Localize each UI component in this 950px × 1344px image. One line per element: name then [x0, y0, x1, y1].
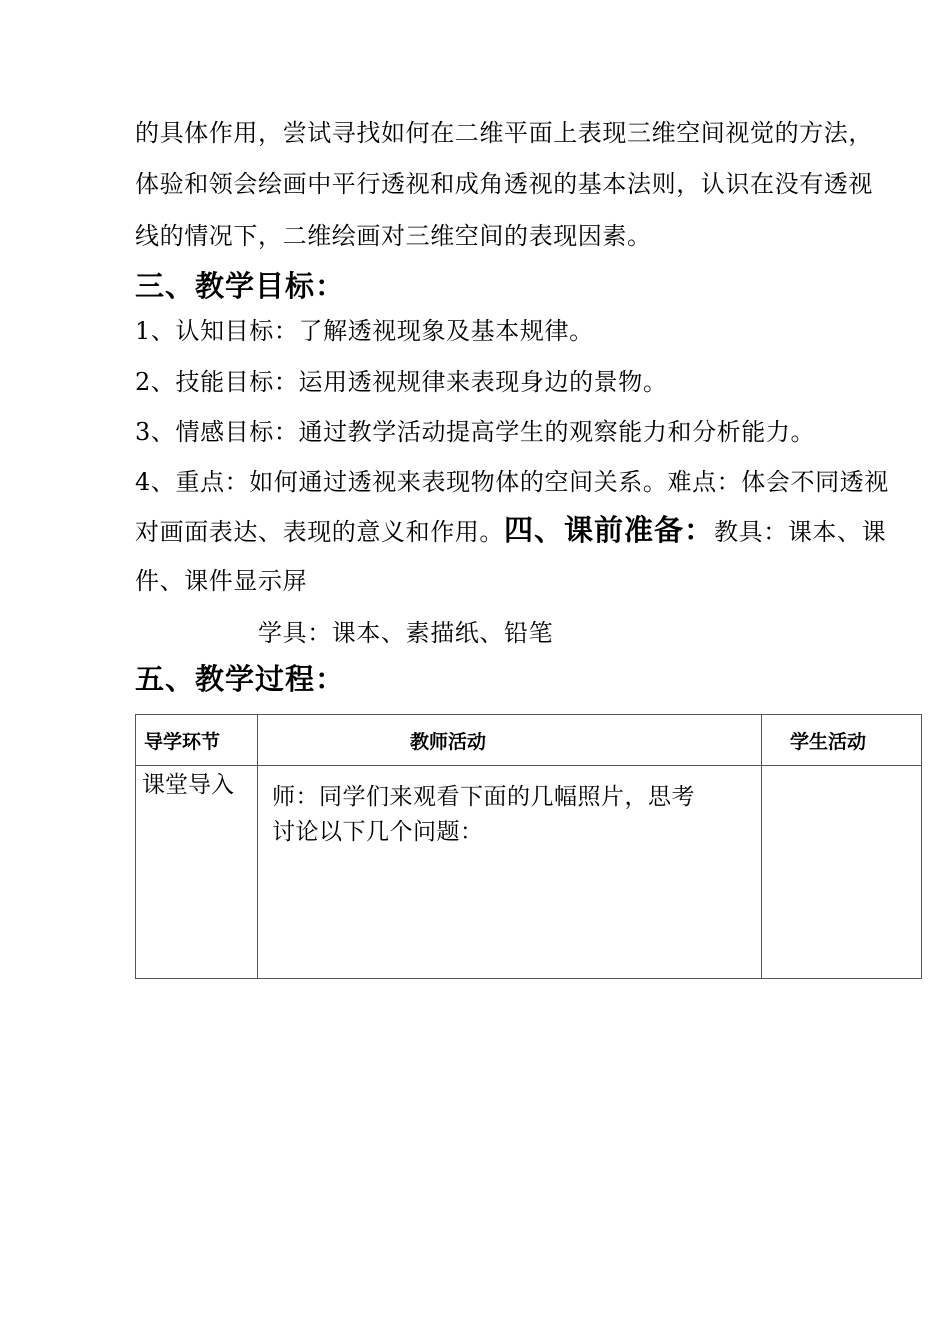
intro-line-2: 体验和领会绘画中平行透视和成角透视的基本法则，认识在没有透视: [135, 170, 873, 198]
goal-emotional: 3、情感目标：通过教学活动提高学生的观察能力和分析能力。: [135, 418, 816, 446]
intro-line-1: 的具体作用，尝试寻找如何在二维平面上表现三维空间视觉的方法，: [135, 119, 873, 147]
section-3-heading: 三、教学目标：: [135, 269, 346, 303]
goal-skill: 2、技能目标：运用透视规律来表现身边的景物。: [135, 368, 668, 396]
goal-cognitive: 1、认知目标：了解透视现象及基本规律。: [135, 317, 594, 345]
goal-key-points-continued: [135, 514, 886, 548]
cell-teacher-activity: [258, 766, 762, 979]
intro-line-3: 线的情况下，二维绘画对三维空间的表现因素。: [135, 222, 652, 250]
cell-step: 课堂导入: [136, 766, 258, 979]
teacher-activity-line-2: 讨论以下几个问题：: [272, 819, 484, 845]
section-4-heading: 四、课前准备：: [504, 513, 715, 547]
goal-key-points-tail: 对画面表达、表现的意义和作用。: [135, 518, 504, 546]
teacher-tools-text: 教具：课本、课: [714, 518, 887, 546]
header-teacher-activity: 教师活动: [258, 715, 762, 766]
header-student-activity: 学生活动: [762, 715, 922, 766]
goal-key-points: 4、重点：如何通过透视来表现物体的空间关系。难点：体会不同透视: [135, 468, 889, 496]
student-tools-text: 学具：课本、素描纸、铅笔: [258, 619, 554, 647]
header-step: 导学环节: [136, 715, 258, 766]
teacher-tools-continued: 件、课件显示屏: [135, 567, 308, 595]
teaching-process-table: [135, 714, 922, 979]
section-5-heading: 五、教学过程：: [135, 662, 346, 696]
table-row: [136, 766, 922, 979]
table-header-row: [136, 715, 922, 766]
cell-student-activity: [762, 766, 922, 979]
teacher-activity-line-1: 师：同学们来观看下面的几幅照片，思考: [272, 784, 695, 810]
